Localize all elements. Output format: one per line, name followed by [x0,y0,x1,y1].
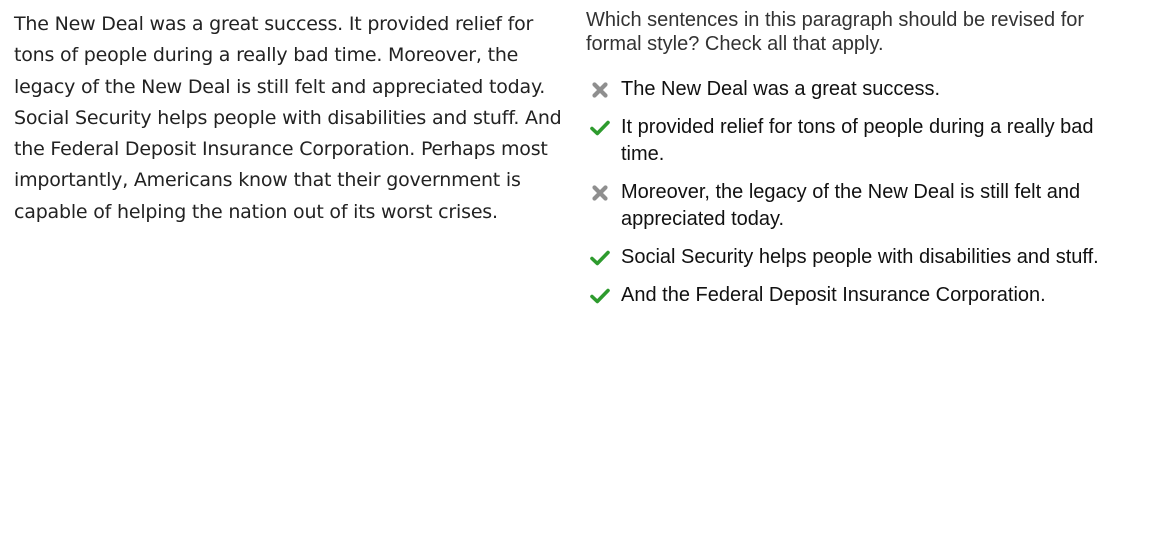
answer-option-label: Social Security helps people with disabilities and stuff. [621,246,1099,268]
x-icon [589,76,611,103]
answer-option-label: Moreover, the legacy of the New Deal is still felt and appreciated today. [621,181,1081,230]
answer-options [586,76,1126,309]
question-prompt: Which sentences in this paragraph should be revised for formal style? Check all that apply. [586,9,1085,55]
answer-option-3[interactable] [586,179,1126,233]
x-icon [589,179,611,206]
answer-option-label: The New Deal was a great success. [621,78,941,100]
answer-option-label: It provided relief for tons of people during a really bad time. [621,116,1094,165]
answer-option-4[interactable] [586,244,1126,271]
check-icon [589,244,611,271]
answer-option-label: And the Federal Deposit Insurance Corporation. [621,284,1046,306]
passage-text: The New Deal was a great success. It provided relief for tons of people during a really bad time. Moreover, the legacy of the New Deal is still felt and appreciated today. Social Security helps people with disabilities and stuff. And the Federal Deposit Insurance Corporation. Perhaps most importantly, Americans know that their government is capable of helping the nation out of its worst crises. [14,13,562,223]
check-icon [589,114,611,141]
answer-option-5[interactable] [586,282,1126,309]
check-icon [589,282,611,309]
answer-option-2[interactable] [586,114,1126,168]
question-panel [586,8,1126,320]
answer-option-1[interactable] [586,76,1126,103]
